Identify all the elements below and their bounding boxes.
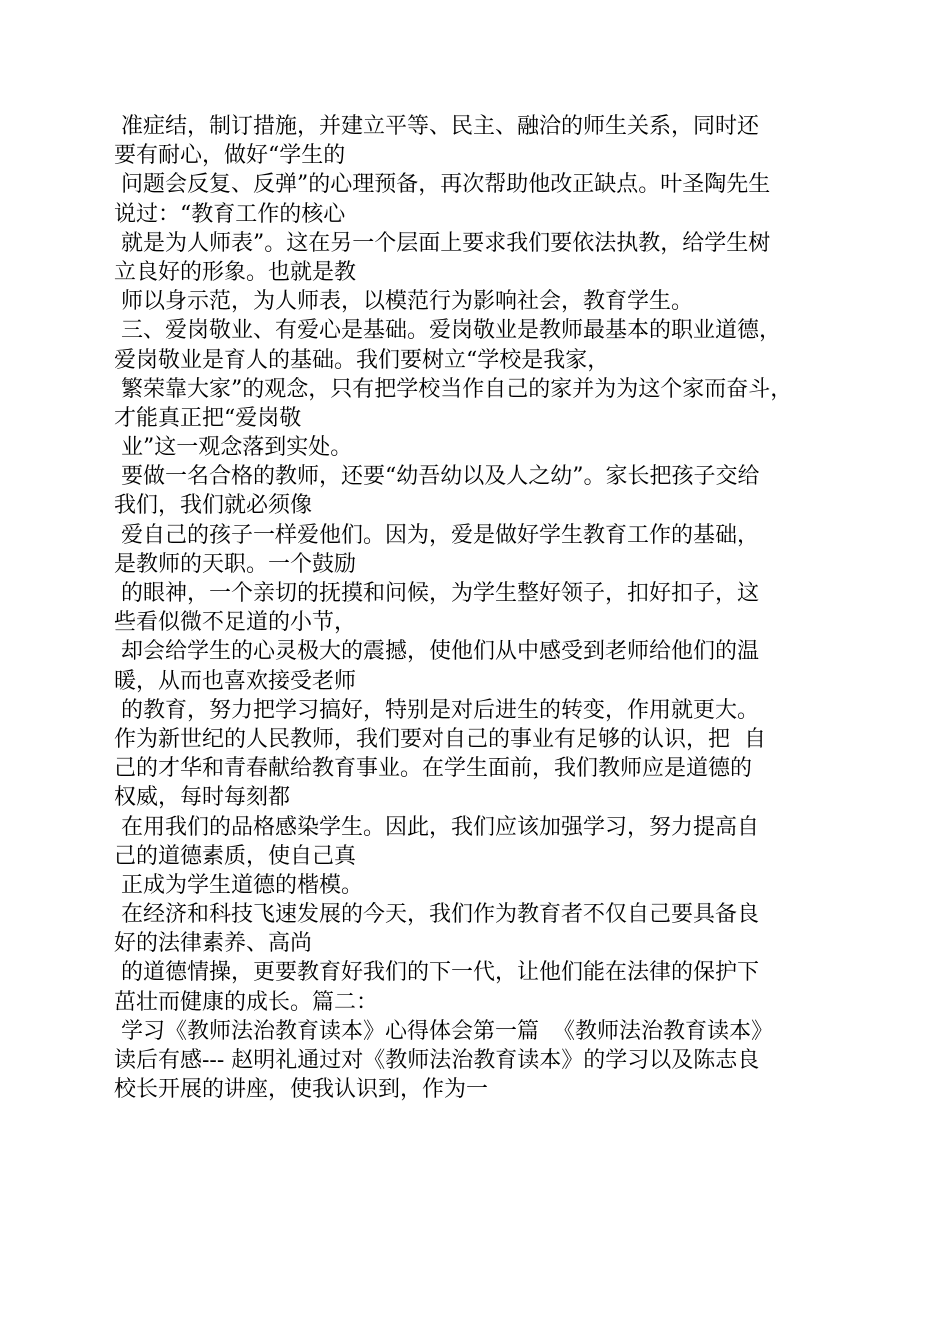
text-line: 好的法律素养、高尚 [114,931,313,957]
text-line: 准症结，制订措施，并建立平等、民主、融洽的师生关系，同时还 [114,114,759,139]
text-line: 三、爱岗敬业、有爱心是基础。爱岗敬业是教师最基本的职业道德， [114,318,781,344]
text-line: 要有耐心，做好“学生的 [114,143,346,169]
text-line: 师以身示范，为人师表，以模范行为影响社会，教育学生。 [114,289,693,315]
text-line: 繁荣靠大家”的观念，只有把学校当作自己的家并为为这个家而奋斗， [114,376,793,402]
text-line: 的道德情操，更要教育好我们的下一代，让他们能在法律的保护下 [114,960,759,986]
text-line: 校长开展的讲座，使我认识到，作为一 [114,1077,489,1103]
body-text [114,112,854,1104]
text-line: 权威，每时每刻都 [114,785,291,811]
text-line: 是教师的天职。一个鼓励 [114,551,357,577]
text-line: 茁壮而健康的成长。篇二： [114,989,379,1015]
text-line: 立良好的形象。也就是教 [114,259,357,285]
text-line: 的教育，努力把学习搞好，特别是对后进生的转变，作用就更大。 [114,697,759,723]
text-line: 在用我们的品格感染学生。因此，我们应该加强学习，努力提高自 [114,814,759,840]
text-line: 在经济和科技飞速发展的今天，我们作为教育者不仅自己要具备良 [114,902,759,928]
text-line: 说过：“教育工作的核心 [114,201,346,227]
text-line: 却会给学生的心灵极大的震撼，使他们从中感受到老师给他们的温 [114,639,759,665]
text-line: 我们，我们就必须像 [114,493,313,519]
text-line: 问题会反复、反弹”的心理预备，再次帮助他改正缺点。叶圣陶先生 [114,172,771,198]
text-line: 业”这一观念落到实处。 [114,435,353,461]
text-line: 正成为学生道德的楷模。 [114,872,363,898]
text-line: 暖，从而也喜欢接受老师 [114,668,357,694]
text-line: 己的道德素质，使自己真 [114,843,357,869]
text-line: 才能真正把“爱岗敬 [114,405,302,431]
text-line: 些看似微不足道的小节， [114,610,357,636]
text-line: 爱岗敬业是育人的基础。我们要树立“学校是我家， [114,347,610,373]
text-line: 要做一名合格的教师，还要“幼吾幼以及人之幼”。家长把孩子交给 [114,464,760,490]
text-line: 就是为人师表”。这在另一个层面上要求我们要依法执教，给学生树 [114,230,771,256]
text-line: 读后有感--- 赵明礼通过对《教师法治教育读本》的学习以及陈志良 [114,1048,760,1073]
text-line: 的眼神，一个亲切的抚摸和问候，为学生整好领子，扣好扣子，这 [114,581,759,606]
text-line: 学习《教师法治教育读本》心得体会第一篇 《教师法治教育读本》 [114,1018,773,1044]
text-line: 爱自己的孩子一样爱他们。因为，爱是做好学生教育工作的基础， [114,522,759,548]
text-line: 己的才华和青春献给教育事业。在学生面前，我们教师应是道德的 [114,756,753,782]
text-line: 作为新世纪的人民教师，我们要对自己的事业有足够的认识，把 自 [114,726,766,752]
